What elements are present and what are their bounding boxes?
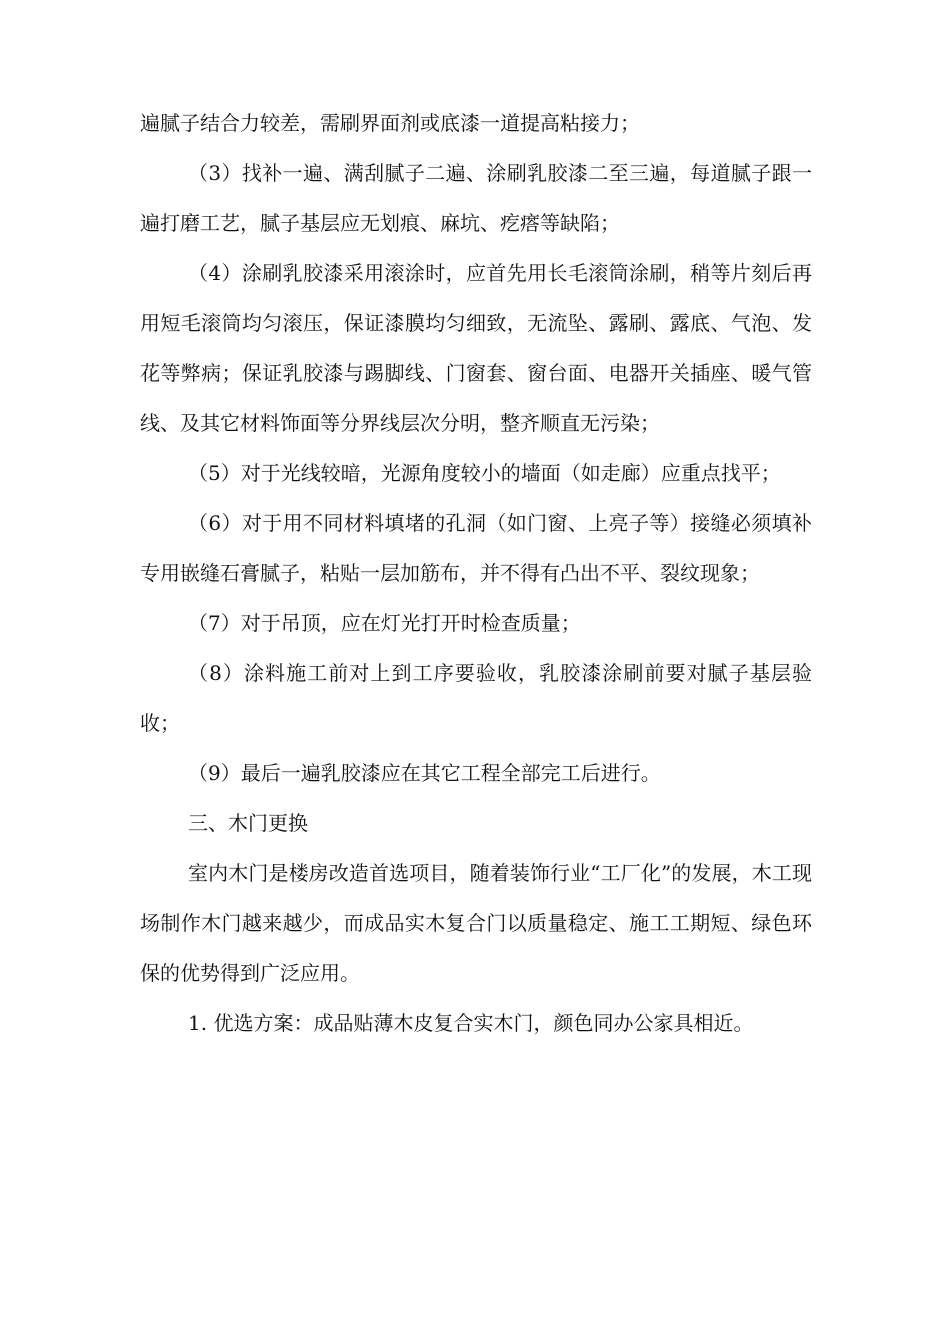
paragraph-intro: 室内木门是楼房改造首选项目，随着装饰行业“工厂化”的发展，木工现场制作木门越来越少，而成品实木复合门以质量稳定、施工工期短、绿色环保的优势得到广泛应用。 (140, 861, 812, 985)
paragraph-item-9: （9）最后一遍乳胶漆应在其它工程全部完工后进行。 (188, 761, 661, 785)
paragraph-item-6: （6）对于用不同材料填堵的孔洞（如门窗、上亮子等）接缝必须填补专用嵌缝石膏腻子，粘贴一层加筋布，并不得有凸出不平、裂纹现象； (140, 511, 812, 585)
paragraph-option-1: 1. 优选方案：成品贴薄木皮复合实木门，颜色同办公家具相近。 (188, 1011, 754, 1035)
paragraph-item-3: （3）找补一遍、满刮腻子二遍、涂刷乳胶漆二至三遍，每道腻子跟一遍打磨工艺，腻子基层应无划痕、麻坑、疙瘩等缺陷； (140, 161, 812, 235)
section-heading: 三、木门更换 (188, 811, 308, 835)
paragraph-item-8: （8）涂料施工前对上到工序要验收，乳胶漆涂刷前要对腻子基层验收； (140, 661, 812, 735)
document-body (140, 98, 812, 1048)
paragraph-item-5: （5）对于光线较暗，光源角度较小的墙面（如走廊）应重点找平； (188, 461, 781, 485)
paragraph-continuation: 遍腻子结合力较差，需刷界面剂或底漆一道提高粘接力； (140, 111, 640, 135)
paragraph-item-4: （4）涂刷乳胶漆采用滚涂时，应首先用长毛滚筒涂刷，稍等片刻后再用短毛滚筒均匀滚压，保证漆膜均匀细致，无流坠、露刷、露底、气泡、发花等弊病；保证乳胶漆与踢脚线、门窗套、窗台面、电器开关插座、暖气管线、及其它材料饰面等分界线层次分明，整齐顺直无污染； (140, 261, 812, 435)
paragraph-item-7: （7）对于吊顶，应在灯光打开时检查质量； (188, 611, 581, 635)
